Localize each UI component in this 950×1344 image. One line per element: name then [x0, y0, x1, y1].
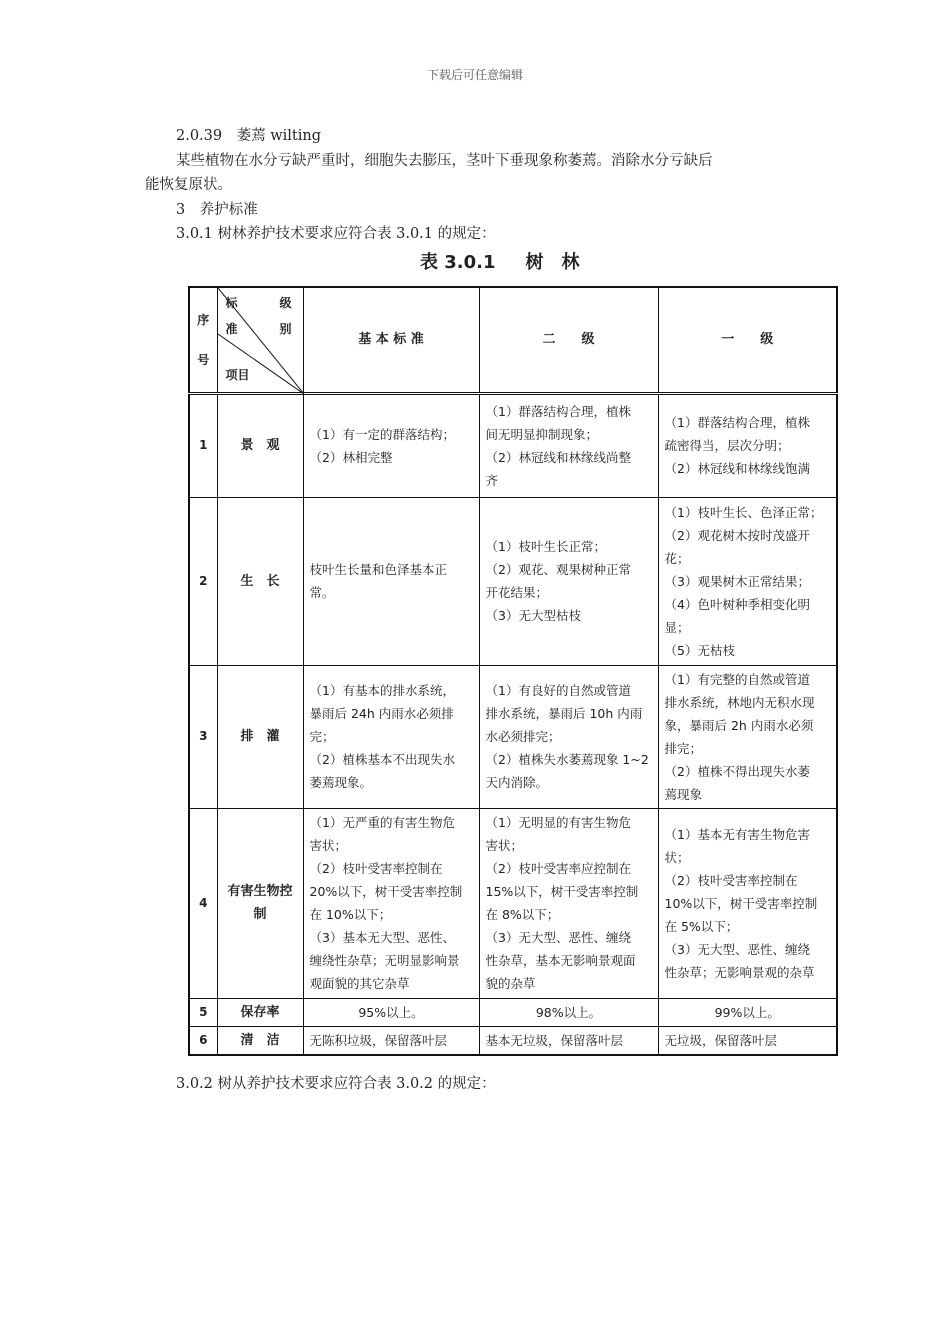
- row-num: 2: [189, 497, 217, 665]
- row-item: 排 灌: [217, 665, 303, 808]
- header-level2: 二 级: [479, 287, 658, 393]
- cell-level1: 无垃圾，保留落叶层: [658, 1026, 837, 1055]
- term-definition-line2: 能恢复原状。: [145, 177, 232, 193]
- cell-basic: 枝叶生长量和色泽基本正 常。: [303, 497, 479, 665]
- table-title: [420, 248, 580, 274]
- cell-basic: 95%以上。: [303, 998, 479, 1026]
- row-item: 生 长: [217, 497, 303, 665]
- cell-level2: （1）群落结构合理，植株 间无明显抑制现象； （2）林冠线和林缘线尚整 齐: [479, 393, 658, 497]
- header-basic: 基 本 标 准: [303, 287, 479, 393]
- cell-basic: （1）有基本的排水系统， 暴雨后 24h 内雨水必须排 完； （2）植株基本不出现失水 萎蔫现象。: [303, 665, 479, 808]
- row-num: 3: [189, 665, 217, 808]
- table-name: 树 林: [525, 252, 580, 273]
- cell-level1: 99%以上。: [658, 998, 837, 1026]
- standards-table: [188, 286, 838, 1056]
- diag-bottom: 项目: [225, 368, 250, 382]
- table-row-3: [189, 665, 837, 808]
- cell-level2: （1）无明显的有害生物危 害状； （2）枝叶受害率应控制在 15%以下，树干受害率控制 在 8%以下； （3）无大型、恶性、缠绕 性杂草，基本无影响景观面 貌的杂草: [479, 808, 658, 998]
- cell-level2: 98%以上。: [479, 998, 658, 1026]
- table-row-4: [189, 808, 837, 998]
- table-row-2: [189, 497, 837, 665]
- row-item: 有害生物控 制: [217, 808, 303, 998]
- table-header-row: [189, 287, 837, 393]
- term-heading: 2.0.39 萎蔫 wilting: [176, 128, 321, 144]
- header-seq: 序 号: [189, 287, 217, 393]
- row-num: 1: [189, 393, 217, 497]
- table-row-6: [189, 1026, 837, 1055]
- header-note: 下载后可任意编辑: [426, 68, 523, 82]
- diag-top-left: 标: [225, 296, 238, 310]
- cell-basic: （1）有一定的群落结构； （2）林相完整: [303, 393, 479, 497]
- cell-level1: （1）基本无有害生物危害 状； （2）枝叶受害率控制在 10%以下，树干受害率控制 在 5%以下； （3）无大型、恶性、缠绕 性杂草；无影响景观的杂草: [658, 808, 837, 998]
- section-heading: 3 养护标准: [176, 202, 258, 218]
- row-item: 清 洁: [217, 1026, 303, 1055]
- row-item: 景 观: [217, 393, 303, 497]
- cell-level1: （1）有完整的自然或管道 排水系统，林地内无积水现 象，暴雨后 2h 内雨水必须 排完； （2）植株不得出现失水萎 蔫现象: [658, 665, 837, 808]
- cell-level2: 基本无垃圾，保留落叶层: [479, 1026, 658, 1055]
- row-num: 4: [189, 808, 217, 998]
- table-number: 表 3.0.1: [420, 252, 496, 273]
- cell-level2: （1）有良好的自然或管道 排水系统，暴雨后 10h 内雨 水必须排完； （2）植株失水萎蔫现象 1~2 天内消除。: [479, 665, 658, 808]
- cell-level1: （1）群落结构合理，植株 疏密得当，层次分明； （2）林冠线和林缘线饱满: [658, 393, 837, 497]
- next-clause-text: 3.0.2 树从养护技术要求应符合表 3.0.2 的规定：: [176, 1076, 496, 1092]
- header-diagonal-cell: [217, 287, 303, 393]
- cell-level2: （1）枝叶生长正常； （2）观花、观果树种正常 开花结果； （3）无大型枯枝: [479, 497, 658, 665]
- table-row-1: [189, 393, 837, 497]
- cell-basic: （1）无严重的有害生物危 害状； （2）枝叶受害率控制在 20%以下，树干受害率控制 在 10%以下； （3）基本无大型、恶性、 缠绕性杂草；无明显影响景 观面貌的其它杂草: [303, 808, 479, 998]
- cell-level1: （1）枝叶生长、色泽正常； （2）观花树木按时茂盛开 花； （3）观果树木正常结果； （4）色叶树种季相变化明 显； （5）无枯枝: [658, 497, 837, 665]
- header-level1: 一 级: [658, 287, 837, 393]
- row-item: 保存率: [217, 998, 303, 1026]
- cell-basic: 无陈积垃圾，保留落叶层: [303, 1026, 479, 1055]
- diag-top-right: 级: [279, 296, 292, 310]
- row-num: 5: [189, 998, 217, 1026]
- term-definition-line1: 某些植物在水分亏缺严重时，细胞失去膨压，茎叶下垂现象称萎蔫。消除水分亏缺后: [176, 153, 713, 169]
- clause-text: 3.0.1 树林养护技术要求应符合表 3.0.1 的规定：: [176, 226, 496, 242]
- diag-mid-right: 别: [279, 322, 292, 336]
- table-row-5: [189, 998, 837, 1026]
- row-num: 6: [189, 1026, 217, 1055]
- diag-mid-left: 准: [225, 322, 238, 336]
